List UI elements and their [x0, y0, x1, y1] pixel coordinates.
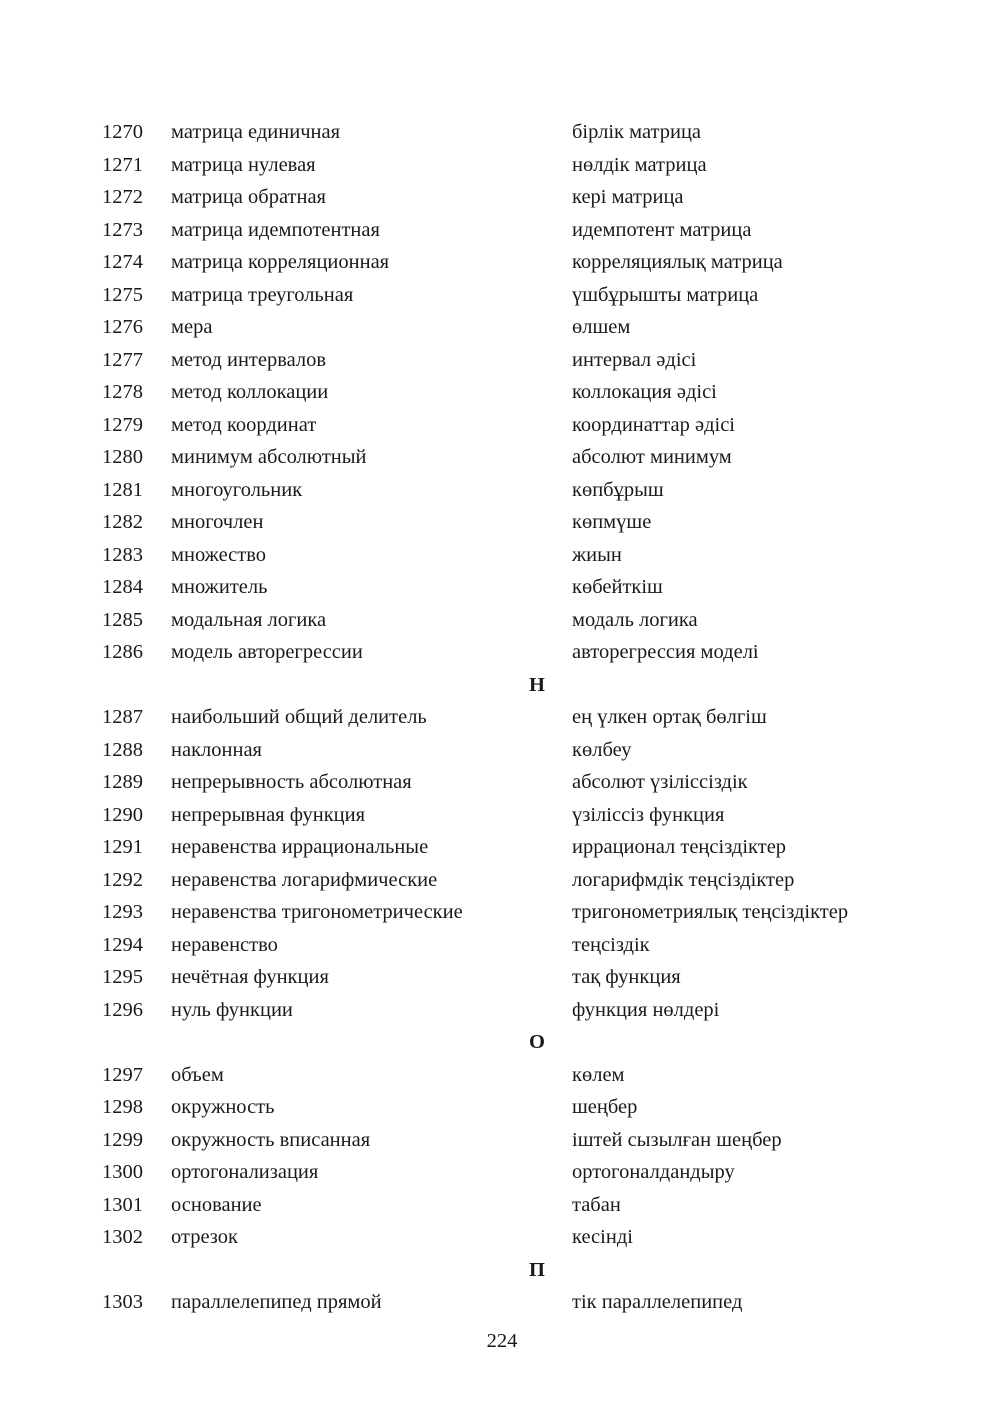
glossary-entry [0, 1286, 1004, 1319]
glossary-entry [0, 1091, 1004, 1124]
russian-term: модель авторегрессии [171, 641, 363, 663]
russian-term: метод интервалов [171, 348, 327, 371]
glossary-entry [0, 311, 1004, 344]
glossary-entry [0, 181, 1004, 214]
russian-term: метод координат [171, 413, 317, 436]
kazakh-term: жиын [572, 543, 622, 566]
kazakh-term: көпбұрыш [572, 478, 664, 501]
entry-number: 1280 [102, 446, 143, 468]
entry-number: 1290 [102, 803, 143, 826]
glossary-entry [0, 539, 1004, 572]
russian-term: параллелепипед прямой [171, 1291, 382, 1313]
entry-number: 1286 [102, 641, 143, 663]
russian-term: многоугольник [171, 478, 303, 501]
entry-number: 1283 [102, 543, 143, 566]
entry-number: 1303 [102, 1291, 143, 1313]
glossary-entry [0, 994, 1004, 1027]
kazakh-term: көбейткіш [572, 576, 663, 598]
kazakh-term: авторегрессия моделі [572, 641, 759, 663]
glossary-entry [0, 831, 1004, 864]
entry-number: 1291 [102, 836, 143, 858]
kazakh-term: логарифмдік теңсіздіктер [572, 868, 795, 891]
kazakh-term: тік параллелепипед [572, 1291, 743, 1313]
russian-term: объем [171, 1063, 224, 1086]
russian-term: матрица идемпотентная [171, 218, 380, 241]
kazakh-term: абсолют минимум [572, 446, 732, 468]
russian-term: основание [171, 1193, 262, 1216]
entry-number: 1281 [102, 478, 143, 501]
glossary-entry [0, 246, 1004, 279]
entry-number: 1285 [102, 608, 143, 631]
russian-term: неравенства тригонометрические [171, 901, 463, 923]
page-number: 224 [486, 1330, 518, 1352]
entry-number: 1271 [102, 153, 143, 176]
russian-term: метод коллокации [171, 381, 329, 403]
glossary-entry [0, 1124, 1004, 1157]
kazakh-term: шеңбер [572, 1096, 638, 1118]
glossary-entry [0, 571, 1004, 604]
glossary-entry [0, 116, 1004, 149]
glossary-entry [0, 149, 1004, 182]
glossary-entry [0, 1189, 1004, 1222]
entry-number: 1284 [102, 576, 143, 598]
entry-number: 1289 [102, 771, 143, 793]
entry-number: 1296 [102, 998, 143, 1021]
glossary-list [0, 116, 1004, 1319]
russian-term: многочлен [171, 511, 264, 533]
entry-number: 1272 [102, 186, 143, 208]
glossary-entry [0, 344, 1004, 377]
glossary-entry [0, 376, 1004, 409]
russian-term: окружность [171, 1096, 275, 1118]
russian-term: множитель [171, 576, 268, 598]
russian-term: неравенства иррациональные [171, 836, 429, 858]
entry-number: 1282 [102, 511, 143, 533]
glossary-entry [0, 474, 1004, 507]
russian-term: неравенства логарифмические [171, 868, 438, 891]
russian-term: матрица единичная [171, 121, 341, 143]
russian-term: матрица треугольная [171, 283, 354, 306]
kazakh-term: көпмүше [572, 511, 652, 533]
kazakh-term: кесінді [572, 1226, 633, 1248]
entry-number: 1302 [102, 1226, 143, 1248]
russian-term: ортогонализация [171, 1161, 319, 1183]
kazakh-term: ортогоналдандыру [572, 1161, 735, 1183]
russian-term: окружность вписанная [171, 1128, 371, 1151]
entry-number: 1279 [102, 413, 143, 436]
kazakh-term: теңсіздік [572, 933, 650, 956]
glossary-entry [0, 766, 1004, 799]
entry-number: 1292 [102, 868, 143, 891]
kazakh-term: ең үлкен ортақ бөлгіш [572, 706, 767, 728]
entry-number: 1299 [102, 1128, 143, 1151]
entry-number: 1287 [102, 706, 143, 728]
russian-term: непрерывная функция [171, 803, 366, 826]
kazakh-term: өлшем [572, 316, 631, 338]
entry-number: 1298 [102, 1096, 143, 1118]
glossary-entry [0, 701, 1004, 734]
russian-term: нечётная функция [171, 966, 329, 988]
kazakh-term: идемпотент матрица [572, 218, 752, 241]
russian-term: минимум абсолютный [171, 446, 367, 468]
section-letter-heading: Н [529, 673, 545, 696]
kazakh-term: көлем [572, 1063, 625, 1086]
kazakh-term: кері матрица [572, 186, 684, 208]
kazakh-term: корреляциялық матрица [572, 251, 783, 273]
russian-term: отрезок [171, 1226, 238, 1248]
kazakh-term: тригонометриялық теңсіздіктер [572, 901, 849, 923]
entry-number: 1276 [102, 316, 143, 338]
glossary-entry [0, 896, 1004, 929]
kazakh-term: нөлдік матрица [572, 153, 707, 176]
glossary-entry [0, 929, 1004, 962]
russian-term: мера [171, 316, 213, 338]
entry-number: 1274 [102, 251, 143, 273]
glossary-entry [0, 409, 1004, 442]
section-letter-heading: О [529, 1031, 545, 1053]
kazakh-term: коллокация әдісі [572, 381, 717, 403]
glossary-entry [0, 864, 1004, 897]
section-letter-heading: П [529, 1258, 545, 1281]
glossary-entry [0, 636, 1004, 669]
russian-term: матрица корреляционная [171, 251, 390, 273]
entry-number: 1301 [102, 1193, 143, 1216]
entry-number: 1293 [102, 901, 143, 923]
russian-term: нуль функции [171, 998, 293, 1021]
russian-term: неравенство [171, 933, 278, 956]
entry-number: 1270 [102, 121, 143, 143]
kazakh-term: бірлік матрица [572, 121, 702, 143]
kazakh-term: модаль логика [572, 608, 698, 631]
kazakh-term: табан [572, 1193, 621, 1216]
russian-term: матрица обратная [171, 186, 326, 208]
kazakh-term: үшбұрышты матрица [572, 283, 759, 306]
russian-term: модальная логика [171, 608, 327, 631]
kazakh-term: интервал әдісі [572, 348, 697, 371]
kazakh-term: тақ функция [572, 966, 681, 988]
kazakh-term: көлбеу [572, 738, 632, 761]
glossary-entry [0, 506, 1004, 539]
glossary-entry [0, 214, 1004, 247]
entry-number: 1297 [102, 1063, 143, 1086]
entry-number: 1273 [102, 218, 143, 241]
russian-term: непрерывность абсолютная [171, 771, 412, 793]
glossary-entry [0, 961, 1004, 994]
kazakh-term: үзіліссіз функция [572, 803, 725, 826]
glossary-entry [0, 1156, 1004, 1189]
russian-term: наклонная [171, 738, 262, 761]
glossary-entry [0, 799, 1004, 832]
russian-term: матрица нулевая [171, 153, 316, 176]
kazakh-term: координаттар әдісі [572, 413, 735, 436]
entry-number: 1295 [102, 966, 143, 988]
entry-number: 1294 [102, 933, 143, 956]
russian-term: наибольший общий делитель [171, 706, 427, 728]
glossary-entry [0, 1059, 1004, 1092]
kazakh-term: иррационал теңсіздіктер [572, 836, 787, 858]
entry-number: 1277 [102, 348, 143, 371]
glossary-entry [0, 279, 1004, 312]
glossary-entry [0, 441, 1004, 474]
entry-number: 1300 [102, 1161, 143, 1183]
kazakh-term: абсолют үзіліссіздік [572, 771, 748, 793]
glossary-entry [0, 734, 1004, 767]
entry-number: 1278 [102, 381, 143, 403]
entry-number: 1288 [102, 738, 143, 761]
russian-term: множество [171, 543, 267, 566]
glossary-entry [0, 1221, 1004, 1254]
kazakh-term: іштей сызылған шеңбер [572, 1128, 782, 1151]
glossary-entry [0, 604, 1004, 637]
entry-number: 1275 [102, 283, 143, 306]
kazakh-term: функция нөлдері [572, 998, 720, 1021]
